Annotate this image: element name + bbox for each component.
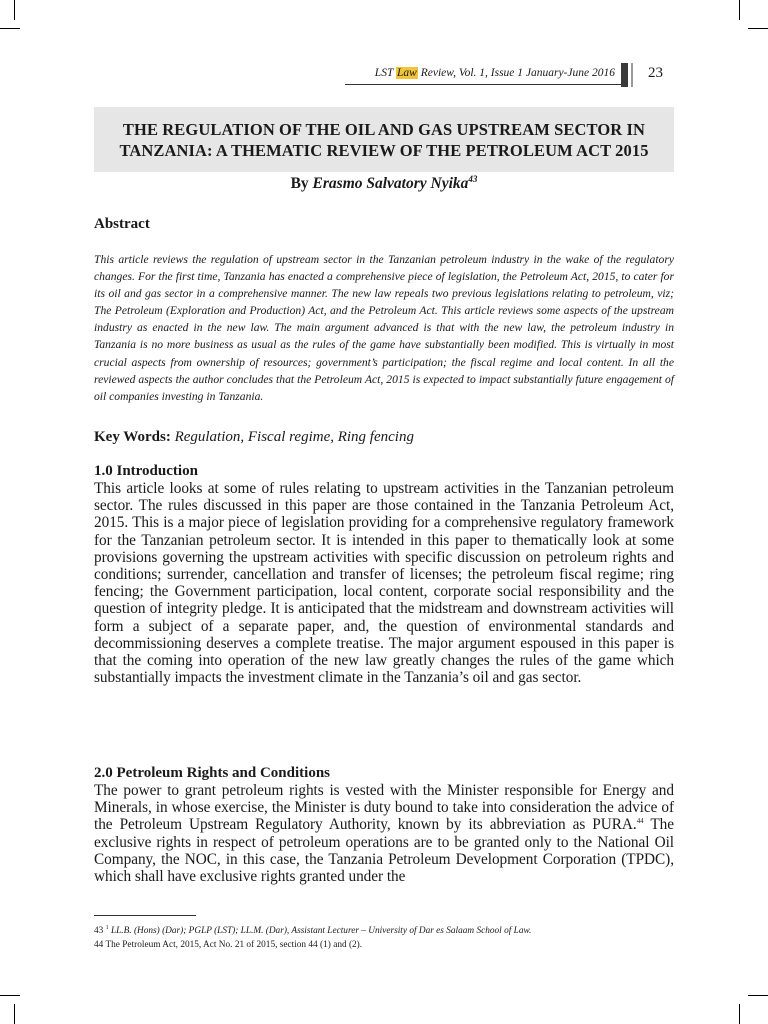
crop-mark: [748, 995, 768, 996]
crop-mark: [14, 0, 15, 20]
section-heading-petroleum-rights: 2.0 Petroleum Rights and Conditions: [94, 765, 331, 781]
search-highlight: Law: [397, 67, 417, 79]
paragraph-text: The exclusive rights in respect of petroleum operations are to be granted only to the National Oil Company, the NOC, in this case, the Tanzania Petroleum Development Corporation (TPDC), which shall have exclusive rights granted under the: [94, 816, 674, 886]
section-text-introduction: This article looks at some of rules relating to upstream activities in the Tanzanian petroleum sector. The rules discussed in this paper are those contained in the Tanzania Petroleum Act, 2015. This is a major piece of legislation providing for a comprehensive regulatory framework for the Tanzanian petroleum sector. It is intended in this paper to thematically look at some provisions governing the upstream activities with specific discussion on petroleum rights and conditions; surrender, cancellation and transfer of licenses; the petroleum fiscal regime; ring fencing; the Government participation, local content, corporate social responsibility and the question of integrity pledge. It is anticipated that the midstream and downstream activities will form a subject of a separate paper, and, the question of environmental standards and decommissioning deserves a complete treatise. The major argument espoused in this paper is that the coming into operation of the new law greatly changes the rules of the game which substantially impacts the investment climate in the Tanzania’s oil and gas sector.: [94, 480, 674, 687]
footnote-number: 44: [94, 940, 104, 950]
section-text-petroleum-rights: [94, 782, 674, 885]
footnote-43: [94, 925, 531, 936]
journal-name-prefix: LST: [374, 67, 397, 79]
keywords-label: Key Words:: [94, 429, 171, 445]
article-title: [94, 107, 674, 172]
author-footnote-ref[interactable]: 43: [468, 174, 478, 184]
section-heading-introduction: 1.0 Introduction: [94, 463, 198, 479]
keywords: [94, 429, 414, 446]
crop-mark: [748, 28, 768, 29]
footnote-ref[interactable]: 44: [636, 817, 644, 826]
footnote-text: The Petroleum Act, 2015, Act No. 21 of 2015, section 44 (1) and (2).: [105, 940, 363, 950]
footnote-mark: 1: [105, 925, 109, 931]
header-rule: [345, 84, 621, 85]
abstract-heading: Abstract: [94, 216, 150, 232]
crop-mark: [739, 1004, 740, 1024]
title-line-1: THE REGULATION OF THE OIL AND GAS UPSTREAM SECTOR IN: [122, 119, 646, 139]
page-number: 23: [648, 65, 663, 81]
crop-mark: [0, 995, 20, 996]
crop-mark: [14, 1004, 15, 1024]
author-name: Erasmo Salvatory Nyika: [312, 175, 469, 193]
title-line-2: TANZANIA: A THEMATIC REVIEW OF THE PETROLEUM ACT 2015: [119, 140, 649, 160]
paragraph-text: The power to grant petroleum rights is vested with the Minister responsible for Energy and Minerals, in whose exercise, the Minister is duty bound to take into consideration the advice of the Petroleum Upstream Regulatory Authority, known by its abbreviation as PURA.: [94, 782, 674, 834]
footnote-rule: [94, 915, 196, 916]
crop-mark: [0, 28, 20, 29]
header-bar: [621, 63, 628, 87]
header-bar-thin: [631, 63, 633, 87]
keywords-list: Regulation, Fiscal regime, Ring fencing: [170, 429, 414, 445]
journal-issue: Review, Vol. 1, Issue 1 January-June 2016: [417, 67, 615, 79]
by-label: By: [290, 175, 309, 193]
crop-mark: [739, 0, 740, 20]
running-head: [375, 67, 615, 79]
abstract-text: This article reviews the regulation of upstream sector in the Tanzanian petroleum industry in the wake of the regulatory changes. For the first time, Tanzania has enacted a comprehensive piece of legislation, the Petroleum Act, 2015, to cater for its oil and gas sector in a comprehensive manner. The new law repeals two previous legislations relating to petroleum, viz; The Petroleum (Exploration and Production) Act, and the Petroleum Act. This article reviews some aspects of the upstream industry as enacted in the new law. The main argument advanced is that with the new law, the petroleum industry in Tanzania is no more business as usual as the rules of the game have substantially been modified. This is virtually in most crucial aspects from ownership of resources; government’s participation; the fiscal regime and local content. In all the reviewed aspects the author concludes that the Petroleum Act, 2015 is expected to impact substantially future engagement of oil companies investing in Tanzania.: [94, 253, 674, 403]
footnote-text: LL.B. (Hons) (Dar); PGLP (LST); LL.M. (Dar), Assistant Lecturer – University of Dar es Salaam School of Law.: [110, 926, 532, 937]
footnote-number: 43: [94, 926, 104, 937]
footnote-44: [94, 940, 362, 950]
byline: [0, 174, 768, 193]
